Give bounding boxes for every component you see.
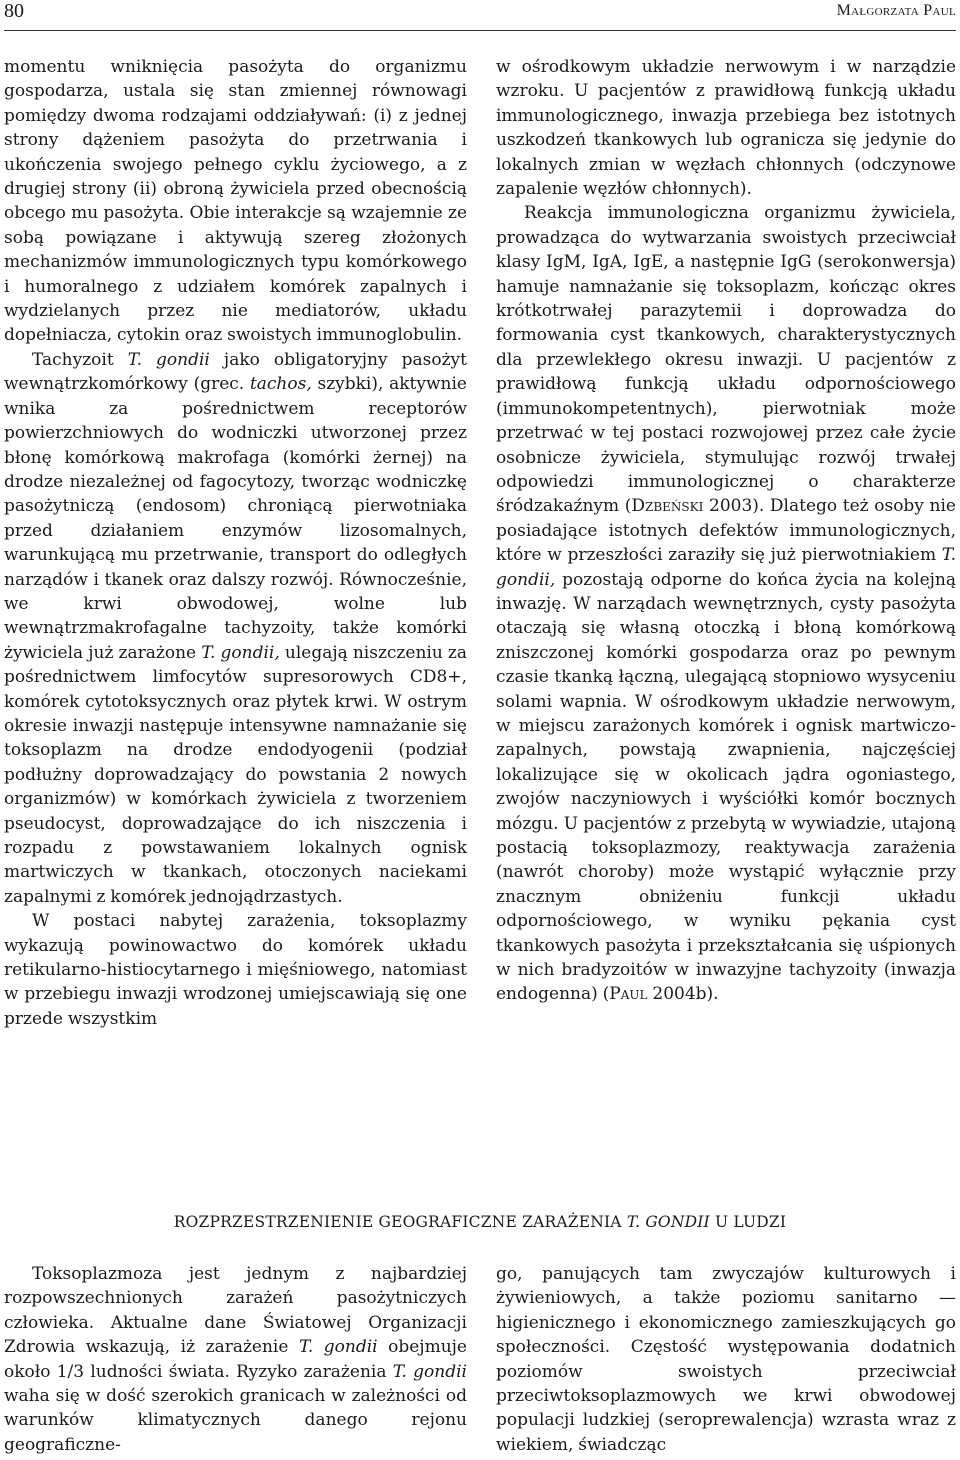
paragraph-text: pozostają odporne do końca życia na kolejną inwazję. W narządach wewnętrznych, cysty pasożyta otaczają się własną otoczką i błoną komórkową zniszczonej komórki gospodarza oraz po pewnym czasie tkanką łączną, ulegającą stopniowo wysyceniu solami wapnia. W ośrodkowym układzie nerwowym, w miejscu zarażonych komórek i ognisk martwiczo-zapalnych, powstają zwapnienia, najczęściej lokalizujące się w okolicach jądra ogoniastego, zwojów naczyniowych i wyściółki komór bocznych mózgu. U pacjentów z przebytą w wywiadzie, utajoną postacią toksoplazmozy, reaktywacja zarażenia (nawrót choroby) może wystąpić wyłącznie przy znacznym obniżeniu funkcji układu odpornościowego, w wyniku pękania cyst tkankowych pasożyta i przekształcania się uśpionych w nich bradyzoitów w inwazyjne tachyzoity (inwazja endogenna) ( — [496, 569, 956, 1005]
right-column-top — [496, 55, 956, 1007]
running-head-author: Małgorzata Paul — [836, 2, 956, 19]
paragraph-text: w ośrodkowym układzie nerwowym i w narządzie wzroku. U pacjentów z prawidłową funkcją układu immunologicznego, inwazja przebiega bez istotnych uszkodzeń tkankowych lub ogranicza się jedynie do lokalnych zmian w węzłach chłonnych (odczynowe zapalenie węzłów chłonnych). — [496, 57, 956, 200]
paragraph-text: szybki), aktywnie wnika za pośrednictwem receptorów powierzchniowych do wodniczki utworzonej przez błonę komórkową makrofaga (komórki żernej) na drodze niezależnej od fagocytozy, tworząc wodniczkę pasożytniczą (endosom) chroniącą pierwotniaka przed działaniem enzymów lizosomalnych, warunkującą mu przetrwanie, transport do odległych narządów i tkanek oraz dalszy rozwój. Równocześnie, we krwi obwodowej, wolne lub wewnątrzmakrofagalne tachyzoity, także komórki żywiciela już zarażone — [4, 374, 467, 663]
paragraph-tachyzoite — [4, 348, 467, 909]
species-name: T. gondii — [392, 1361, 467, 1382]
species-name: T. gondii, — [496, 545, 956, 590]
heading-text: ROZPRZESTRZENIENIE GEOGRAFICZNE ZARAŻENIA — [173, 1213, 627, 1231]
paragraph-host-parasite-interaction — [4, 55, 467, 348]
paragraph-text: jako obligatoryjny pasożyt wewnątrzkomórkowy (grec. — [4, 349, 467, 395]
citation-author: Paul — [609, 984, 648, 1005]
paragraph-immune-reaction — [496, 201, 956, 1006]
paragraph-text: waha się w dość szerokich granicach w zależności od warunków klimatycznych danego rejonu geograficzne- — [4, 1386, 467, 1455]
left-column-top — [4, 55, 467, 1031]
page-number: 80 — [4, 0, 24, 22]
paragraph-text: momentu wniknięcia pasożyta do organizmu gospodarza, ustala się stan zmiennej równowagi pomiędzy dwoma rodzajami oddziaływań: (i) z jednej strony dążeniem pasożyta do przetrwania i ukończenia swojego pełnego cyklu życiowego, a z drugiej strony (ii) obroną żywiciela przed obecnością obcego mu pasożyta. Obie interakcje są wzajemnie ze sobą powiązane i aktywują szereg złożonych mechanizmów immunologicznych typu komórkowego i humoralnego z udziałem komórek zapalnych i wydzielanych przez nie mediatorów, układu dopełniacza, cytokin oraz swoistych immunoglobulin. — [4, 57, 467, 346]
greek-term: tachos, — [249, 374, 312, 395]
page-header — [4, 0, 956, 34]
paragraph-text: 2003). Dlatego też osoby nie posiadające istotnych defektów immunologicznych, które w przeszłości zaraziły się już pierwotniakiem — [496, 496, 956, 566]
paragraph-acquired-infection — [4, 909, 467, 1031]
heading-species: T. GONDII — [626, 1213, 710, 1231]
section-heading — [0, 1211, 960, 1233]
species-name: T. gondii — [127, 349, 210, 370]
left-column-bottom — [4, 1262, 467, 1457]
paragraph-cns-continuation — [496, 55, 956, 201]
right-column-bottom — [496, 1262, 956, 1457]
paragraph-text: Tachyzoit — [32, 349, 128, 370]
heading-text: U LUDZI — [709, 1213, 787, 1231]
paragraph-toxoplasmosis-prevalence — [4, 1262, 467, 1457]
citation-author: Dzbeński — [631, 496, 704, 517]
paragraph-text: obejmuje około 1/3 ludności świata. Ryzyko zarażenia — [4, 1337, 467, 1382]
paragraph-text: 2004b). — [647, 984, 719, 1005]
paragraph-text: go, panujących tam zwyczajów kulturowych i żywieniowych, a także poziomu sanitarno — higienicznego i ekonomicznego zamieszkujących go społeczności. Częstość występowania dodatnich poziomów swoistych przeciwciał przeciwtoksoplazmowych we krwi obwodowej populacji ludzkiej (seroprewalencja) wzrasta wraz z wiekiem, świadcząc — [496, 1264, 956, 1455]
species-name: T. gondii, — [201, 642, 280, 663]
paragraph-text: W postaci nabytej zarażenia, toksoplazmy wykazują powinowactwo do komórek układu retikularno-histiocytarnego i mięśniowego, natomiast w przebiegu inwazji wrodzonej umiejscawiają się one przede wszystkim — [4, 911, 467, 1029]
paragraph-text: ulegają niszczeniu za pośrednictwem limfocytów supresorowych CD8+, komórek cytotoksycznych oraz płytek krwi. W ostrym okresie inwazji następuje intensywne namnażanie się toksoplazm na drodze endodyogenii (podział podłużny doprowadzający do powstania 2 nowych organizmów) w komórkach żywiciela z tworzeniem pseudocyst, doprowadzające do ich niszczenia i rozpadu z powstawaniem lokalnych ognisk martwiczych w tkankach, otoczonych naciekami zapalnymi z komórek jednojądrzastych. — [4, 642, 467, 907]
paragraph-text: Toksoplazmoza jest jednym z najbardziej rozpowszechnionych zarażeń pasożytniczych człowieka. Aktualne dane Światowej Organizacji Zdrowia wskazują, iż zarażenie — [4, 1264, 467, 1358]
header-rule — [4, 30, 956, 31]
species-name: T. gondii — [298, 1337, 378, 1358]
paragraph-seroprevalence — [496, 1262, 956, 1457]
paragraph-text: Reakcja immunologiczna organizmu żywiciela, prowadząca do wytwarzania swoistych przeciwciał klasy IgM, IgA, IgE, a następnie IgG (serokonwersja) hamuje namnażanie się toksoplazm, kończąc okres krótkotrwałej parazytemii i doprowadza do formowania cyst tkankowych, charakterystycznych dla przewlekłego okresu inwazji. U pacjentów z prawidłową funkcją układu odpornościowego (immunokompetentnych), pierwotniak może przetrwać w tej postaci rozwojowej przez całe życie osobnicze żywiciela, stymulując rozwój trwałej odpowiedzi immunologicznej o charakterze śródzakaźnym ( — [496, 203, 956, 517]
